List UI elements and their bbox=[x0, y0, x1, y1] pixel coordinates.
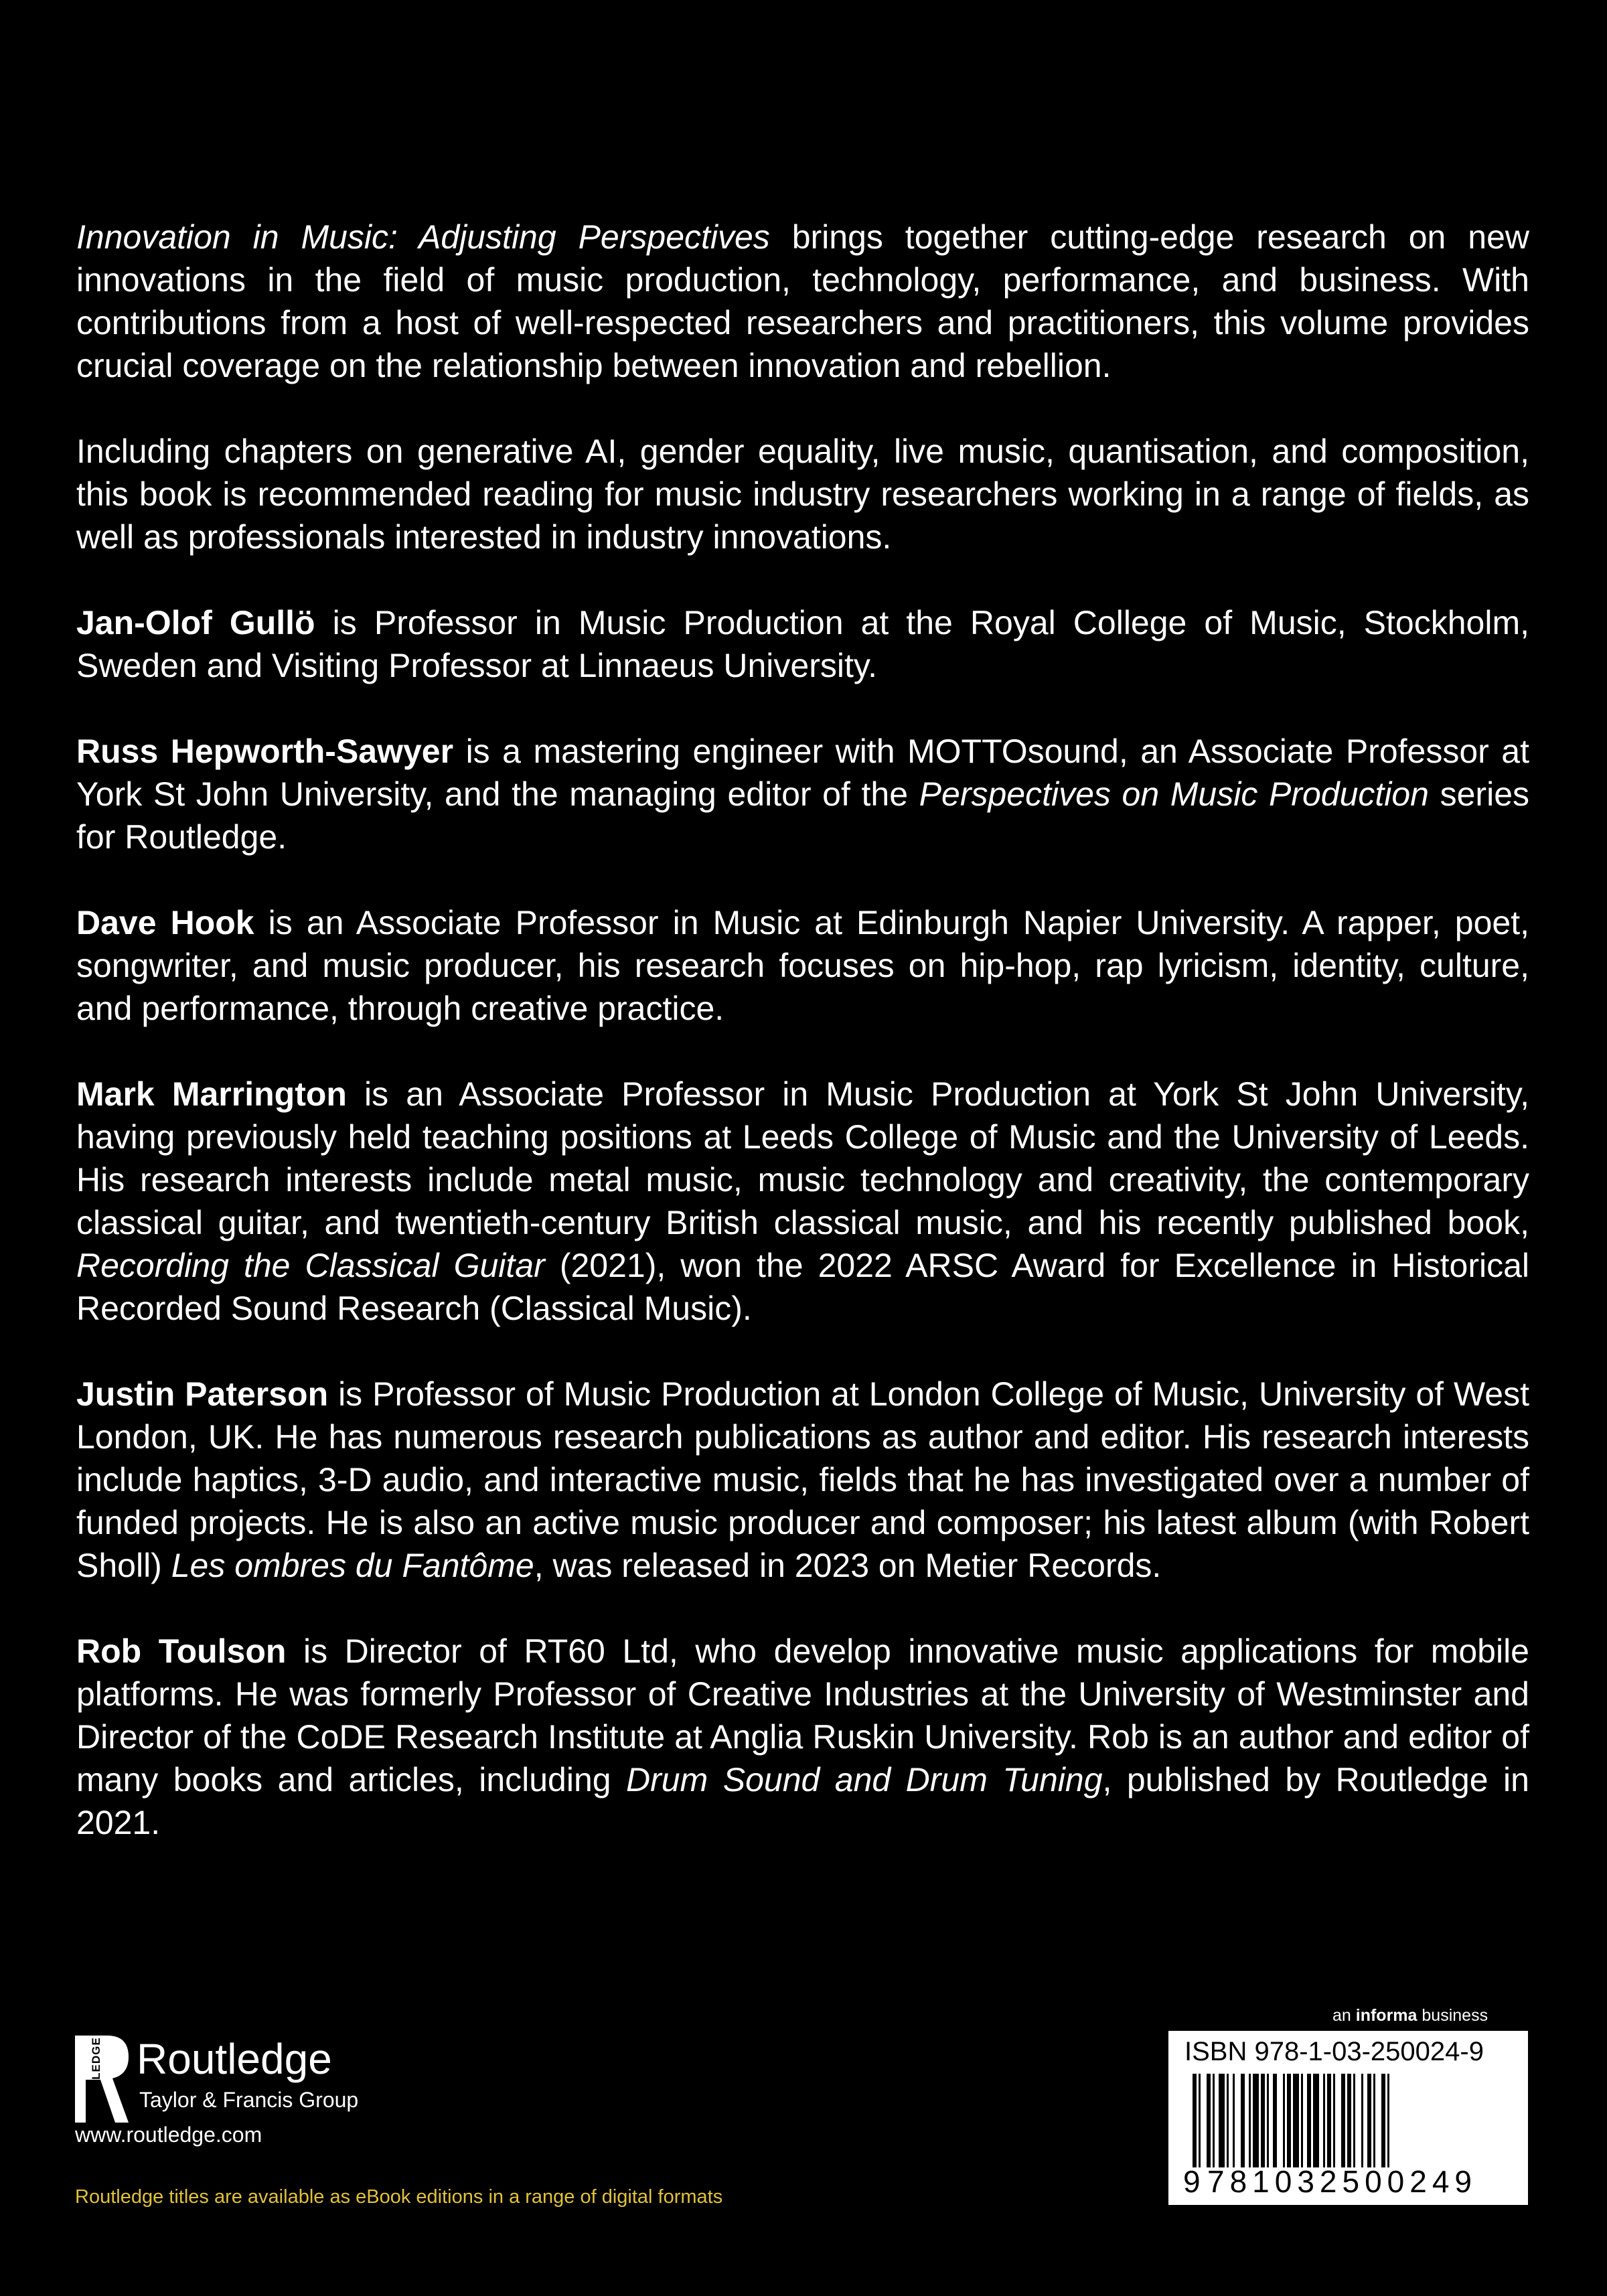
bio-marrington: Mark Marrington is an Associate Professor in Music Production at York St John University, having previously held teaching positions at Leeds College of Music and the University of Leeds. His research interests include metal music, music technology and creativity, the contemporary classical guitar, and twentieth-century British classical music, and his recently published book, Recording the Classical Guitar (2021), won the 2022 ARSC Award for Excellence in Historical Recorded Sound Research (Classical Music). bbox=[76, 1075, 1529, 1327]
barcode-digits: 781032500249 bbox=[1207, 2164, 1477, 2199]
publisher-name: Routledge bbox=[137, 2035, 332, 2083]
author-name: Rob Toulson bbox=[76, 1632, 287, 1670]
back-cover-blurb bbox=[76, 216, 1529, 1844]
author-name: Russ Hepworth-Sawyer bbox=[76, 733, 454, 770]
ebook-note: Routledge titles are available as eBook editions in a range of digital formats bbox=[75, 2186, 723, 2208]
publisher-subtitle: Taylor & Francis Group bbox=[139, 2088, 359, 2112]
bio-hepworth-sawyer: Russ Hepworth-Sawyer is a mastering engineer with MOTTOsound, an Associate Professor at York St John University, and the managing editor of the Perspectives on Music Production series for Routledge. bbox=[76, 733, 1530, 856]
bio-hook: Dave Hook is an Associate Professor in Music at Edinburgh Napier University. A rapper, poet, songwriter, and music producer, his research focuses on hip-hop, rap lyricism, identity, culture, and performance, through creative practice. bbox=[76, 904, 1529, 1027]
author-name: Dave Hook bbox=[76, 904, 254, 941]
isbn-barcode bbox=[1168, 2031, 1528, 2205]
author-name: Jan-Olof Gullö bbox=[76, 604, 315, 641]
bio-toulson: Rob Toulson is Director of RT60 Ltd, who develop innovative music applications for mobile platforms. He was formerly Professor of Creative Industries at the University of Westminster and Director of the CoDE Research Institute at Anglia Ruskin University. Rob is an author and editor of many books and articles, including Drum Sound and Drum Tuning, published by Routledge in 2021. bbox=[76, 1632, 1529, 1841]
book-title: Innovation in Music: Adjusting Perspectives bbox=[76, 218, 770, 256]
isbn-label: ISBN 978-1-03-250024-9 bbox=[1184, 2037, 1484, 2066]
author-name: Justin Paterson bbox=[76, 1375, 329, 1413]
description-paragraph-2: Including chapters on generative AI, gender equality, live music, quantisation, and composition, this book is recommended reading for music industry researchers working in a range of fields, as well as professionals interested in industry innovations. bbox=[76, 433, 1529, 556]
description-paragraph-1: Innovation in Music: Adjusting Perspectives brings together cutting-edge research on new innovations in the field of music production, technology, performance, and business. With contributions from a host of well-respected researchers and practitioners, this volume provides crucial coverage on the relationship between innovation and rebellion. bbox=[76, 218, 1529, 384]
barcode-lead-digit: 9 bbox=[1183, 2164, 1201, 2199]
barcode-bars bbox=[1193, 2074, 1507, 2167]
bio-paterson: Justin Paterson is Professor of Music Production at London College of Music, University of West London, UK. He has numerous research publications as author and editor. His research interests include haptics, 3-D audio, and interactive music, fields that he has investigated over a number of funded projects. He is also an active music producer and composer; his latest album (with Robert Sholl) Les ombres du Fantôme, was released in 2023 on Metier Records. bbox=[76, 1375, 1529, 1584]
logo-vertical-text: ROUTLEDGE bbox=[90, 2037, 102, 2115]
author-name: Mark Marrington bbox=[76, 1075, 347, 1113]
publisher-website: www.routledge.com bbox=[75, 2123, 262, 2147]
informa-business-label: an informa business bbox=[1332, 2006, 1488, 2025]
bio-gullo: Jan-Olof Gullö is Professor in Music Production at the Royal College of Music, Stockholm, Sweden and Visiting Professor at Linnaeus University. bbox=[76, 604, 1530, 684]
